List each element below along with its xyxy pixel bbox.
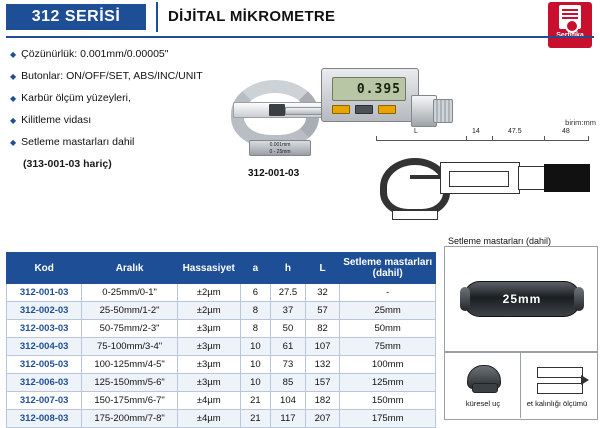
button-row (332, 105, 396, 114)
arrow-icon (581, 375, 589, 385)
dimension-label-475: 47.5 (508, 128, 522, 135)
cell-aralik: 125-150mm/5-6" (82, 374, 177, 392)
cell-L: 182 (305, 392, 340, 410)
list-item (10, 70, 220, 83)
drawing-display-screen (449, 171, 509, 187)
diamond-bullet-icon: ◆ (10, 94, 17, 103)
table-row (7, 302, 436, 320)
dimension-tick (492, 136, 493, 141)
cell-L: 82 (305, 320, 340, 338)
cell-kod: 312-008-03 (7, 410, 82, 428)
cell-aralik: 175-200mm/7-8" (82, 410, 177, 428)
cell-h: 37 (271, 302, 306, 320)
col-h: h (271, 253, 306, 284)
dimension-tick (588, 136, 589, 141)
cell-h: 50 (271, 320, 306, 338)
page-header (0, 0, 600, 36)
setting-standard-label: 25mm (502, 292, 542, 306)
cell-aralik: 0-25mm/0-1" (82, 284, 177, 302)
col-hassasiyet: Hassasiyet (177, 253, 240, 284)
col-mastar: Setleme mastarları (dahil) (340, 253, 436, 284)
cell-hassasiyet: ±3µm (177, 320, 240, 338)
diamond-bullet-icon: ◆ (10, 50, 17, 59)
feature-text: Setleme mastarları dahil (21, 136, 135, 148)
page-title: DİJİTAL MİKROMETRE (168, 8, 336, 25)
table-row (7, 284, 436, 302)
standards-panel-title: Setleme mastarları (dahil) (448, 236, 552, 246)
feature-text: Kilitleme vidası (21, 114, 92, 126)
base-range-text: 0 - 25mm (269, 149, 291, 155)
list-item (10, 114, 220, 127)
cell-h: 73 (271, 356, 306, 374)
col-L: L (305, 253, 340, 284)
cell-mastar: 50mm (340, 320, 436, 338)
spherical-tip-icon (467, 365, 501, 389)
cell-mastar: 150mm (340, 392, 436, 410)
cell-kod: 312-005-03 (7, 356, 82, 374)
cell-h: 117 (271, 410, 306, 428)
dimension-label-14: 14 (472, 128, 480, 135)
list-item (10, 136, 220, 149)
cell-mastar: 100mm (340, 356, 436, 374)
cell-mastar: 125mm (340, 374, 436, 392)
drawing-barrel (518, 166, 546, 190)
mode-button-icon (355, 105, 373, 114)
diamond-bullet-icon: ◆ (10, 138, 17, 147)
accessories-divider (520, 352, 521, 418)
certificate-badge (548, 2, 592, 48)
technical-drawing (370, 118, 598, 228)
micrometer-anvil (269, 104, 285, 116)
unit-button-icon (378, 105, 396, 114)
cell-a: 6 (240, 284, 271, 302)
dimension-line (376, 140, 588, 141)
certificate-icon (559, 5, 581, 29)
cell-hassasiyet: ±2µm (177, 284, 240, 302)
photo-caption: 312-001-03 (248, 168, 300, 179)
table-row (7, 410, 436, 428)
spherical-tip-label: küresel uç (465, 399, 501, 408)
jaw-top (537, 367, 583, 378)
table-row (7, 392, 436, 410)
unit-label: birim:mm (565, 118, 596, 127)
cell-mastar: 75mm (340, 338, 436, 356)
cell-a: 21 (240, 392, 271, 410)
table-row (7, 320, 436, 338)
feature-text: Çözünürlük: 0.001mm/0.00005" (21, 48, 169, 60)
accessories-panel (444, 352, 598, 420)
jaw-bottom (537, 383, 583, 394)
cell-kod: 312-003-03 (7, 320, 82, 338)
feature-text: Karbür ölçüm yüzeyleri, (21, 92, 131, 104)
cell-a: 8 (240, 302, 271, 320)
micrometer-base-plate (249, 140, 311, 156)
cell-kod: 312-002-03 (7, 302, 82, 320)
dimension-tick (376, 136, 377, 141)
cell-aralik: 25-50mm/1-2" (82, 302, 177, 320)
cell-kod: 312-001-03 (7, 284, 82, 302)
setting-standard-bar (463, 281, 581, 317)
cell-mastar: - (340, 284, 436, 302)
cell-h: 61 (271, 338, 306, 356)
cell-aralik: 150-175mm/6-7" (82, 392, 177, 410)
table-header-row (7, 253, 436, 284)
col-aralik: Aralık (82, 253, 177, 284)
feature-text: Butonlar: ON/OFF/SET, ABS/INC/UNIT (21, 70, 203, 82)
table-row (7, 356, 436, 374)
table-row (7, 374, 436, 392)
wall-thickness-drawing (535, 363, 591, 397)
cell-h: 85 (271, 374, 306, 392)
cell-a: 10 (240, 356, 271, 374)
diamond-bullet-icon: ◆ (10, 116, 17, 125)
cell-hassasiyet: ±3µm (177, 356, 240, 374)
drawing-display-body (440, 162, 520, 194)
cell-mastar: 175mm (340, 410, 436, 428)
cell-a: 10 (240, 374, 271, 392)
cell-L: 57 (305, 302, 340, 320)
list-item (10, 92, 220, 105)
col-a: a (240, 253, 271, 284)
micrometer-display-housing (321, 68, 419, 122)
col-kod: Kod (7, 253, 82, 284)
dimension-tick (466, 136, 467, 141)
feature-note: (313-001-03 hariç) (23, 158, 112, 170)
cell-L: 157 (305, 374, 340, 392)
cell-a: 10 (240, 338, 271, 356)
drawing-base (392, 210, 438, 220)
cell-aralik: 100-125mm/4-5" (82, 356, 177, 374)
standards-panel (444, 246, 598, 352)
header-rule (6, 36, 594, 38)
cell-hassasiyet: ±3µm (177, 338, 240, 356)
cell-hassasiyet: ±2µm (177, 302, 240, 320)
cell-a: 21 (240, 410, 271, 428)
cell-L: 32 (305, 284, 340, 302)
cell-hassasiyet: ±4µm (177, 410, 240, 428)
cell-aralik: 75-100mm/3-4" (82, 338, 177, 356)
drawing-thimble (544, 164, 590, 192)
cell-L: 107 (305, 338, 340, 356)
feature-list (10, 48, 220, 170)
cell-hassasiyet: ±3µm (177, 374, 240, 392)
wall-thickness-label: et kalınlığı ölçümü (526, 399, 588, 408)
cell-hassasiyet: ±4µm (177, 392, 240, 410)
cell-L: 207 (305, 410, 340, 428)
dimension-label-48: 48 (562, 128, 570, 135)
dimension-label-L: L (414, 128, 418, 135)
cell-aralik: 50-75mm/2-3" (82, 320, 177, 338)
list-item (10, 48, 220, 61)
cell-kod: 312-004-03 (7, 338, 82, 356)
cell-mastar: 25mm (340, 302, 436, 320)
dimension-tick (544, 136, 545, 141)
cell-a: 8 (240, 320, 271, 338)
cell-h: 27.5 (271, 284, 306, 302)
power-button-icon (332, 105, 350, 114)
header-divider (156, 2, 158, 32)
cell-kod: 312-007-03 (7, 392, 82, 410)
cell-kod: 312-006-03 (7, 374, 82, 392)
drawing-spindle (410, 175, 442, 179)
base-resolution-text: 0.001mm (269, 142, 291, 148)
cell-L: 132 (305, 356, 340, 374)
diamond-bullet-icon: ◆ (10, 72, 17, 81)
lcd-readout: 0.395 (332, 77, 406, 101)
spec-table-wrap (6, 252, 436, 428)
series-badge: 312 SERİSİ (6, 4, 146, 30)
cell-h: 104 (271, 392, 306, 410)
spec-table (6, 252, 436, 428)
table-row (7, 338, 436, 356)
